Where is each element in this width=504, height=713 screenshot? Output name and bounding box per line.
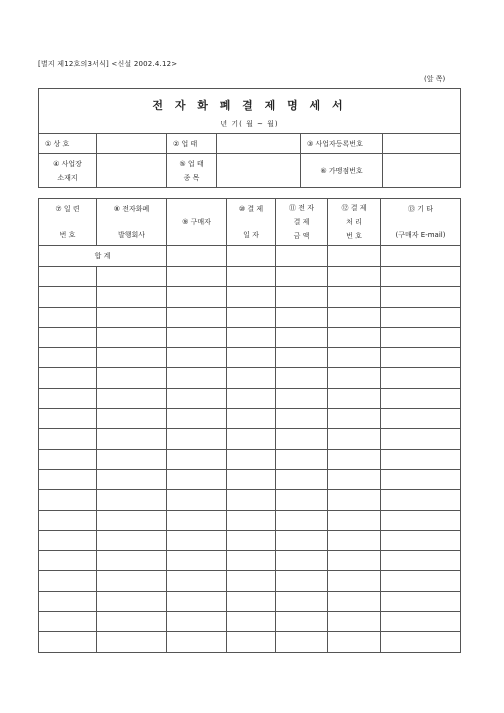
table-cell[interactable]: [381, 307, 461, 327]
table-cell[interactable]: [227, 591, 276, 611]
table-cell[interactable]: [328, 612, 381, 632]
table-cell[interactable]: [276, 490, 328, 510]
table-cell[interactable]: [97, 287, 167, 307]
table-cell[interactable]: [167, 612, 227, 632]
table-cell[interactable]: [97, 571, 167, 591]
table-cell[interactable]: [97, 510, 167, 530]
table-row: [39, 612, 461, 632]
column-header-row: [39, 199, 461, 246]
shop-name-value[interactable]: [97, 134, 167, 154]
col-serial-no-l1: ⑦ 일 련: [55, 205, 80, 213]
table-cell[interactable]: [227, 267, 276, 287]
table-row: [39, 449, 461, 469]
table-cell[interactable]: [276, 571, 328, 591]
table-row: [39, 388, 461, 408]
table-cell[interactable]: [39, 469, 97, 489]
table-cell[interactable]: [167, 327, 227, 347]
table-cell[interactable]: [381, 632, 461, 652]
table-cell[interactable]: [276, 591, 328, 611]
table-cell[interactable]: [328, 591, 381, 611]
total-cell[interactable]: [381, 246, 461, 267]
table-cell[interactable]: [97, 409, 167, 429]
table-cell[interactable]: [167, 571, 227, 591]
table-cell[interactable]: [328, 429, 381, 449]
table-cell[interactable]: [39, 348, 97, 368]
col-etc-l1: ⑬ 기 타: [408, 205, 433, 213]
table-cell[interactable]: [328, 348, 381, 368]
table-row: [39, 469, 461, 489]
total-cell[interactable]: [276, 246, 328, 267]
table-cell[interactable]: [97, 429, 167, 449]
table-cell[interactable]: [276, 510, 328, 530]
table-row: [39, 530, 461, 550]
table-cell[interactable]: [227, 449, 276, 469]
table-cell[interactable]: [227, 530, 276, 550]
table-cell[interactable]: [328, 469, 381, 489]
table-cell[interactable]: [227, 612, 276, 632]
table-cell[interactable]: [381, 612, 461, 632]
table-row: [39, 307, 461, 327]
table-cell[interactable]: [276, 287, 328, 307]
table-cell[interactable]: [227, 510, 276, 530]
table-cell[interactable]: [227, 429, 276, 449]
table-cell[interactable]: [381, 429, 461, 449]
table-row: [39, 571, 461, 591]
table-cell[interactable]: [39, 571, 97, 591]
table-cell[interactable]: [39, 327, 97, 347]
payment-list-table: [38, 198, 461, 653]
col-amount: [276, 199, 328, 246]
table-cell[interactable]: [276, 267, 328, 287]
table-cell[interactable]: [167, 510, 227, 530]
table-cell[interactable]: [97, 469, 167, 489]
page-side-label: (앞 쪽): [424, 75, 446, 83]
document-title: 전 자 화 폐 결 제 명 세 서: [152, 99, 347, 112]
table-row: [39, 368, 461, 388]
table-cell[interactable]: [97, 368, 167, 388]
col-pay-date-l1: ⑩ 결 제: [238, 205, 264, 213]
table-cell[interactable]: [276, 388, 328, 408]
shop-name-label: ① 상 호: [39, 134, 97, 154]
table-cell[interactable]: [39, 429, 97, 449]
total-cell[interactable]: [167, 246, 227, 267]
table-cell[interactable]: [167, 287, 227, 307]
title-cell: [39, 89, 461, 134]
table-cell[interactable]: [381, 571, 461, 591]
table-cell[interactable]: [381, 388, 461, 408]
table-cell[interactable]: [381, 490, 461, 510]
table-cell[interactable]: [328, 510, 381, 530]
table-cell[interactable]: [227, 348, 276, 368]
table-row: [39, 632, 461, 652]
table-cell[interactable]: [167, 307, 227, 327]
table-cell[interactable]: [39, 307, 97, 327]
total-row: [39, 246, 461, 267]
table-cell[interactable]: [381, 368, 461, 388]
merchant-no-label: ⑥ 가맹점번호: [301, 154, 383, 188]
table-cell[interactable]: [328, 449, 381, 469]
table-cell[interactable]: [381, 591, 461, 611]
col-serial-no-l2: 번 호: [59, 231, 76, 239]
col-issuer: [97, 199, 167, 246]
table-cell[interactable]: [328, 571, 381, 591]
table-cell[interactable]: [167, 530, 227, 550]
table-row: [39, 591, 461, 611]
business-type-label: ② 업 태: [167, 134, 217, 154]
table-cell[interactable]: [167, 490, 227, 510]
table-row: [39, 490, 461, 510]
table-cell[interactable]: [39, 632, 97, 652]
table-cell[interactable]: [39, 409, 97, 429]
table-cell[interactable]: [167, 368, 227, 388]
table-cell[interactable]: [328, 307, 381, 327]
table-cell[interactable]: [167, 551, 227, 571]
table-cell[interactable]: [227, 632, 276, 652]
table-cell[interactable]: [97, 591, 167, 611]
table-cell[interactable]: [39, 287, 97, 307]
col-amount-l2: 결 제: [293, 218, 310, 226]
table-cell[interactable]: [39, 490, 97, 510]
table-cell[interactable]: [97, 449, 167, 469]
category-label-line2: 종 목: [183, 173, 200, 182]
col-pay-date-l2: 일 자: [243, 231, 259, 239]
table-cell[interactable]: [381, 449, 461, 469]
table-cell[interactable]: [167, 591, 227, 611]
col-process-no-l3: 번 호: [346, 232, 362, 240]
table-cell[interactable]: [97, 267, 167, 287]
table-cell[interactable]: [276, 368, 328, 388]
form-reference: [별지 제12호의3서식] <신설 2002.4.12>: [38, 60, 178, 68]
col-buyer: [167, 199, 227, 246]
table-cell[interactable]: [328, 287, 381, 307]
table-cell[interactable]: [276, 530, 328, 550]
col-etc-l2: (구매자 E-mail): [395, 231, 446, 239]
table-row: [39, 287, 461, 307]
table-row: [39, 551, 461, 571]
table-cell[interactable]: [227, 388, 276, 408]
table-cell[interactable]: [39, 530, 97, 550]
table-cell[interactable]: [381, 287, 461, 307]
merchant-no-value[interactable]: [383, 154, 461, 188]
table-cell[interactable]: [97, 530, 167, 550]
table-row: [39, 348, 461, 368]
table-cell[interactable]: [227, 469, 276, 489]
table-cell[interactable]: [276, 409, 328, 429]
table-cell[interactable]: [328, 267, 381, 287]
table-cell[interactable]: [381, 409, 461, 429]
table-cell[interactable]: [39, 449, 97, 469]
document-period: 년 기( 월 ~ 월): [220, 120, 279, 128]
table-cell[interactable]: [39, 551, 97, 571]
col-process-no-l2: 처 리: [346, 218, 362, 226]
table-cell[interactable]: [167, 388, 227, 408]
table-cell[interactable]: [227, 409, 276, 429]
col-amount-l3: 금 액: [293, 232, 310, 240]
table-cell[interactable]: [381, 530, 461, 550]
biz-reg-no-value[interactable]: [383, 134, 461, 154]
table-cell[interactable]: [328, 632, 381, 652]
table-cell[interactable]: [381, 327, 461, 347]
table-cell[interactable]: [167, 267, 227, 287]
table-cell[interactable]: [227, 490, 276, 510]
table-cell[interactable]: [39, 388, 97, 408]
table-cell[interactable]: [39, 591, 97, 611]
address-label-line2: 소재지: [57, 173, 78, 182]
table-cell[interactable]: [39, 612, 97, 632]
table-cell[interactable]: [381, 551, 461, 571]
table-cell[interactable]: [328, 327, 381, 347]
col-issuer-l2: 발행회사: [117, 231, 146, 239]
table-cell[interactable]: [39, 368, 97, 388]
table-cell[interactable]: [97, 490, 167, 510]
table-cell[interactable]: [276, 632, 328, 652]
col-pay-date: [227, 199, 276, 246]
table-cell[interactable]: [276, 551, 328, 571]
table-cell[interactable]: [167, 409, 227, 429]
table-cell[interactable]: [276, 429, 328, 449]
table-cell[interactable]: [276, 327, 328, 347]
table-cell[interactable]: [227, 287, 276, 307]
col-process-no: [328, 199, 381, 246]
table-cell[interactable]: [97, 327, 167, 347]
col-amount-l1: ⑪ 전 자: [289, 204, 314, 212]
table-cell[interactable]: [167, 429, 227, 449]
table-cell[interactable]: [276, 612, 328, 632]
col-buyer-l1: ⑨ 구매자: [182, 218, 211, 226]
col-etc: [381, 199, 461, 246]
table-cell[interactable]: [227, 368, 276, 388]
table-row: [39, 327, 461, 347]
table-row: [39, 510, 461, 530]
table-cell[interactable]: [167, 449, 227, 469]
table-cell[interactable]: [227, 327, 276, 347]
table-cell[interactable]: [328, 490, 381, 510]
table-cell[interactable]: [276, 469, 328, 489]
table-cell[interactable]: [97, 632, 167, 652]
category-label: [167, 154, 217, 188]
table-cell[interactable]: [381, 510, 461, 530]
biz-reg-no-label: ③ 사업자등록번호: [301, 134, 383, 154]
table-row: [39, 267, 461, 287]
business-type-value[interactable]: [217, 134, 301, 154]
table-cell[interactable]: [39, 267, 97, 287]
total-label: 합 계: [39, 246, 167, 267]
col-serial-no: [39, 199, 97, 246]
total-cell[interactable]: [328, 246, 381, 267]
table-cell[interactable]: [328, 530, 381, 550]
table-row: [39, 409, 461, 429]
table-row: [39, 429, 461, 449]
table-cell[interactable]: [276, 307, 328, 327]
table-cell[interactable]: [97, 551, 167, 571]
table-cell[interactable]: [97, 307, 167, 327]
table-cell[interactable]: [381, 348, 461, 368]
col-process-no-l1: ⑫ 결 제: [341, 204, 367, 212]
table-cell[interactable]: [167, 632, 227, 652]
total-cell[interactable]: [227, 246, 276, 267]
table-cell[interactable]: [97, 612, 167, 632]
table-cell[interactable]: [276, 348, 328, 368]
table-cell[interactable]: [97, 348, 167, 368]
table-cell[interactable]: [276, 449, 328, 469]
address-value[interactable]: [97, 154, 167, 188]
table-cell[interactable]: [227, 307, 276, 327]
table-cell[interactable]: [328, 409, 381, 429]
address-label-line1: ④ 사업장: [53, 159, 82, 168]
table-cell[interactable]: [227, 571, 276, 591]
col-issuer-l1: ⑧ 전자화폐: [113, 205, 150, 213]
header-table: [38, 88, 461, 188]
table-cell[interactable]: [167, 469, 227, 489]
table-cell[interactable]: [97, 388, 167, 408]
category-value[interactable]: [217, 154, 301, 188]
table-cell[interactable]: [167, 348, 227, 368]
address-label: [39, 154, 97, 188]
table-cell[interactable]: [381, 469, 461, 489]
table-cell[interactable]: [39, 510, 97, 530]
table-cell[interactable]: [328, 388, 381, 408]
table-cell[interactable]: [328, 368, 381, 388]
category-label-line1: ⑤ 업 태: [179, 159, 204, 168]
table-cell[interactable]: [227, 551, 276, 571]
table-cell[interactable]: [381, 267, 461, 287]
table-cell[interactable]: [328, 551, 381, 571]
